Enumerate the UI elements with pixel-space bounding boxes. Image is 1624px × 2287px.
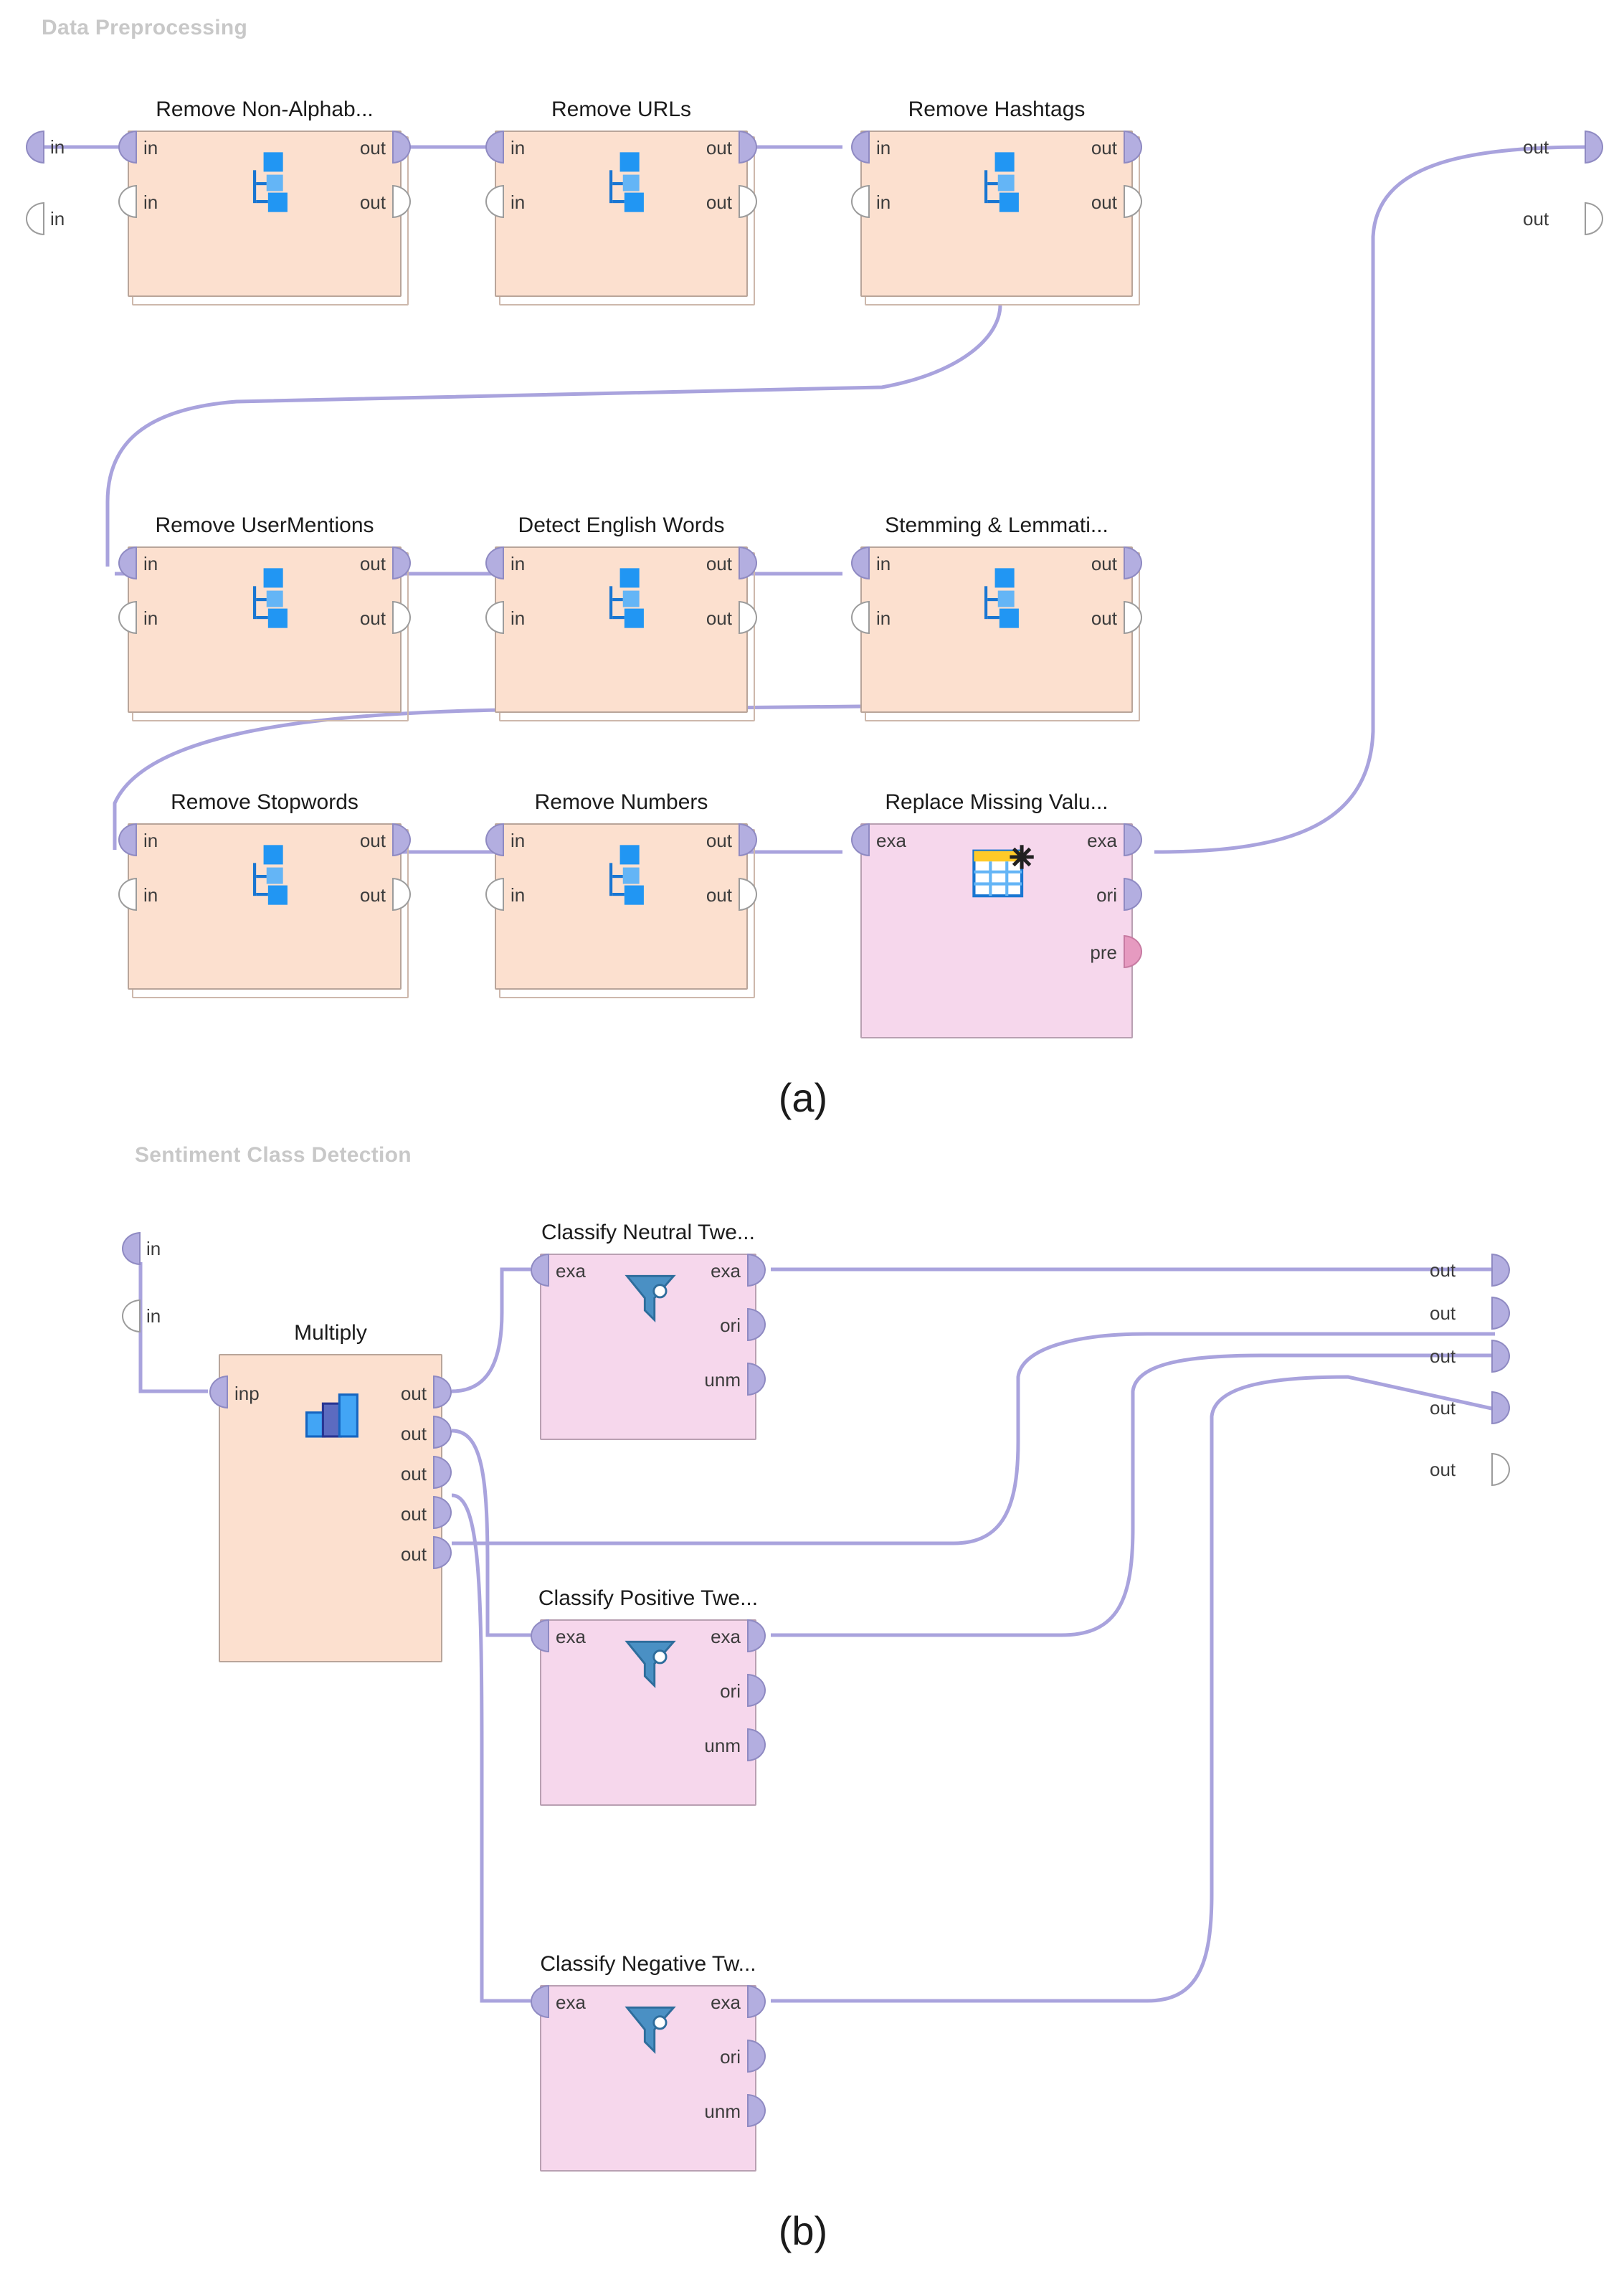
port-label-out-1: exa — [711, 1260, 741, 1282]
port-out-2[interactable] — [739, 878, 757, 911]
port-in-2[interactable] — [485, 185, 504, 218]
port-out-2[interactable] — [747, 1308, 766, 1341]
caption-b: (b) — [778, 2208, 828, 2253]
port-in-2[interactable] — [851, 185, 870, 218]
port-label-out-1: out — [706, 137, 732, 158]
port-out-3[interactable] — [747, 2094, 766, 2127]
port-out-1[interactable] — [747, 1619, 766, 1652]
text-processing-icon — [592, 562, 663, 634]
port-out-2[interactable] — [747, 2040, 766, 2073]
text-processing-icon — [967, 146, 1038, 218]
port-in-1[interactable] — [485, 546, 504, 579]
operator-remove-urls[interactable] — [495, 98, 748, 297]
port-label-out-1: out — [400, 1383, 427, 1404]
port-label-out-2: out — [706, 607, 732, 629]
operator-remove-hashtags[interactable] — [860, 98, 1133, 297]
operator-detect-english-words[interactable] — [495, 513, 748, 713]
port-out-1[interactable] — [739, 546, 757, 579]
operator-title: Remove Numbers — [534, 790, 708, 814]
port-label-out-1: out — [1091, 137, 1117, 158]
port-out-2[interactable] — [739, 185, 757, 218]
port-label-out-1: out — [706, 830, 732, 851]
operator-title: Remove UserMentions — [155, 513, 374, 537]
port-label-out-1: exa — [711, 1626, 741, 1647]
filter-icon — [617, 1995, 683, 2061]
text-processing-icon — [235, 146, 307, 218]
port-in-2[interactable] — [118, 185, 137, 218]
port-out-1[interactable] — [433, 1375, 452, 1408]
port-label-out-2: out — [359, 884, 386, 906]
operator-title: Classify Neutral Twe... — [541, 1221, 755, 1244]
port-out-1[interactable] — [747, 1254, 766, 1287]
operator-title: Replace Missing Valu... — [885, 790, 1108, 814]
port-out-2[interactable] — [1124, 185, 1142, 218]
port-label-in-1: in — [511, 137, 526, 158]
port-out-1[interactable] — [739, 823, 757, 856]
operator-remove-numbers[interactable] — [495, 790, 748, 990]
port-in-1[interactable] — [485, 131, 504, 164]
port-label-in-1: exa — [556, 1992, 586, 2013]
port-in-1[interactable] — [485, 823, 504, 856]
port-in-1[interactable] — [531, 1985, 549, 2018]
port-label-out-2: out — [400, 1423, 427, 1444]
port-label-in-1: exa — [876, 830, 906, 851]
operator-replace-missing-values[interactable] — [860, 790, 1133, 1038]
operator-classify-positive-tweets[interactable] — [538, 1586, 759, 1806]
port-out-2[interactable] — [1124, 601, 1142, 634]
port-label-in-1: in — [876, 137, 891, 158]
port-label-in-1: in — [511, 553, 526, 574]
port-label-in-2: in — [511, 884, 526, 906]
port-label-out-2: out — [1091, 607, 1117, 629]
port-label-out-3: unm — [704, 2101, 741, 2122]
port-label-out-3: unm — [704, 1735, 741, 1756]
operator-multiply[interactable] — [219, 1321, 442, 1662]
port-label-out-3: pre — [1090, 942, 1117, 963]
port-label-out-1: out — [359, 553, 386, 574]
port-in-1[interactable] — [209, 1375, 228, 1408]
port-in-1[interactable] — [118, 823, 137, 856]
port-in-2[interactable] — [851, 601, 870, 634]
port-out-5[interactable] — [433, 1536, 452, 1569]
port-label-in-2: in — [876, 191, 891, 213]
port-label-in-2: in — [511, 607, 526, 629]
port-in-2[interactable] — [485, 601, 504, 634]
port-in-1[interactable] — [851, 546, 870, 579]
port-label-out-4: out — [400, 1503, 427, 1525]
operator-title: Multiply — [294, 1321, 367, 1345]
port-in-2[interactable] — [118, 878, 137, 911]
port-label-out-1: out — [359, 137, 386, 158]
text-processing-icon — [235, 839, 307, 911]
port-out-4[interactable] — [433, 1496, 452, 1529]
port-label-out-1: exa — [1087, 830, 1117, 851]
operator-title: Remove Stopwords — [171, 790, 358, 814]
table-sparkle-icon — [967, 839, 1038, 911]
port-out-1[interactable] — [739, 131, 757, 164]
port-label-in-2: in — [143, 884, 158, 906]
operator-remove-usermentions[interactable] — [128, 513, 402, 713]
text-processing-icon — [592, 839, 663, 911]
port-label-out-5: out — [400, 1543, 427, 1565]
port-label-out-2: ori — [720, 1315, 741, 1336]
port-in-1[interactable] — [531, 1619, 549, 1652]
port-out-2[interactable] — [433, 1416, 452, 1449]
operator-classify-neutral-tweets[interactable] — [540, 1221, 756, 1440]
port-out-1[interactable] — [1124, 546, 1142, 579]
port-label-out-2: ori — [720, 2046, 741, 2068]
text-processing-icon — [967, 562, 1038, 634]
text-processing-icon — [235, 562, 307, 634]
port-out-1[interactable] — [392, 131, 411, 164]
port-out-1[interactable] — [1124, 131, 1142, 164]
port-label-in-2: in — [876, 607, 891, 629]
filter-icon — [617, 1264, 683, 1330]
port-in-1[interactable] — [851, 823, 870, 856]
port-label-out-2: ori — [720, 1680, 741, 1702]
port-label-out-1: out — [706, 553, 732, 574]
port-in-1[interactable] — [118, 546, 137, 579]
operator-title: Detect English Words — [518, 513, 725, 537]
operator-classify-negative-tweets[interactable] — [540, 1952, 756, 2172]
port-label-in-1: in — [143, 553, 158, 574]
operator-title: Stemming & Lemmati... — [885, 513, 1108, 537]
port-label-in-1: inp — [234, 1383, 260, 1404]
port-out-2[interactable] — [392, 601, 411, 634]
port-out-1[interactable] — [747, 1985, 766, 2018]
figure-canvas: Data Preprocessing in in out out Remove Non-Alphab... in in out out Remove URLs in in out out Remove Hashtags in in out out Remove UserMentions in in out out Detect English Words in in out out Stemming & Lemmati... in in out out Remove Stopwords in in out out Remove Numbers in in out out Replace Missing Valu... exa exa ori pre (a) Sentiment Class Detection in in out out out out out Multiply inp out out out out out Classify Neutral Twe... exa exa ori unm Classify Positive Twe... exa exa ori unm Classify Negative Tw... exa exa ori unm (b) — [0, 0, 1624, 2287]
port-out-3[interactable] — [747, 1363, 766, 1396]
port-out-1[interactable] — [392, 546, 411, 579]
operator-title: Remove Hashtags — [908, 98, 1086, 121]
port-label-in-2: in — [511, 191, 526, 213]
port-label-in-1: in — [143, 830, 158, 851]
port-in-1[interactable] — [118, 131, 137, 164]
operator-title: Remove URLs — [551, 98, 692, 121]
port-label-out-1: out — [359, 830, 386, 851]
port-out-2[interactable] — [739, 601, 757, 634]
caption-a: (a) — [778, 1075, 828, 1120]
port-in-2[interactable] — [485, 878, 504, 911]
port-out-3[interactable] — [1124, 935, 1142, 968]
port-out-3[interactable] — [747, 1728, 766, 1761]
operator-remove-stopwords[interactable] — [128, 790, 402, 990]
filter-icon — [617, 1629, 683, 1695]
port-label-out-2: out — [706, 191, 732, 213]
text-processing-icon — [592, 146, 663, 218]
port-label-in-2: in — [143, 607, 158, 629]
port-label-out-3: out — [400, 1463, 427, 1485]
port-in-1[interactable] — [851, 131, 870, 164]
operator-title: Classify Negative Tw... — [540, 1952, 756, 1976]
multiply-icon — [298, 1383, 369, 1454]
port-out-1[interactable] — [392, 823, 411, 856]
port-out-2[interactable] — [392, 185, 411, 218]
group-title-preprocessing: Data Preprocessing — [42, 16, 248, 39]
port-in-1[interactable] — [531, 1254, 549, 1287]
port-label-in-1: exa — [556, 1260, 586, 1282]
port-label-out-3: unm — [704, 1369, 741, 1391]
port-out-2[interactable] — [1124, 878, 1142, 911]
port-label-out-1: exa — [711, 1992, 741, 2013]
operator-title: Classify Positive Twe... — [538, 1586, 759, 1610]
port-out-3[interactable] — [433, 1456, 452, 1489]
operator-stemming-lemmatization[interactable] — [860, 513, 1133, 713]
port-label-in-1: in — [876, 553, 891, 574]
port-label-out-2: out — [359, 191, 386, 213]
port-out-2[interactable] — [747, 1674, 766, 1707]
port-out-2[interactable] — [392, 878, 411, 911]
port-label-out-2: out — [706, 884, 732, 906]
port-label-in-1: in — [143, 137, 158, 158]
port-label-in-1: exa — [556, 1626, 586, 1647]
port-in-2[interactable] — [118, 601, 137, 634]
port-label-out-2: out — [1091, 191, 1117, 213]
port-label-in-2: in — [143, 191, 158, 213]
operator-remove-non-alphabetic[interactable] — [128, 98, 402, 297]
group-title-sentiment-class-detection: Sentiment Class Detection — [135, 1143, 412, 1167]
port-label-out-1: out — [1091, 553, 1117, 574]
port-label-in-1: in — [511, 830, 526, 851]
port-label-out-2: out — [359, 607, 386, 629]
operator-title: Remove Non-Alphab... — [156, 98, 374, 121]
port-out-1[interactable] — [1124, 823, 1142, 856]
port-label-out-2: ori — [1096, 884, 1117, 906]
